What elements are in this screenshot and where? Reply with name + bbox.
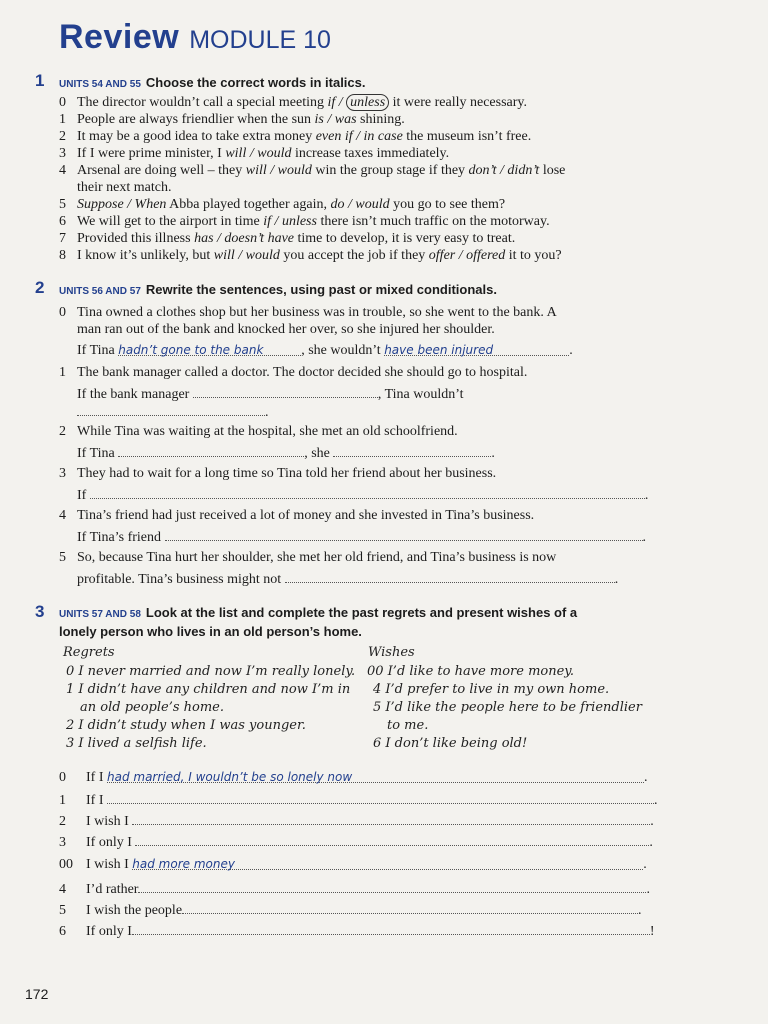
section-2-heading bbox=[59, 281, 497, 300]
answer-blank[interactable] bbox=[182, 900, 638, 914]
s1-item: 7 Provided this illness has / doesn’t have time to develop, it is very easy to treat. bbox=[59, 231, 516, 246]
wish-item: 4 I’d prefer to live in my own home. bbox=[373, 682, 610, 697]
s2-item-4: 4 Tina’s friend had just received a lot of money and she invested in Tina’s business. bbox=[59, 508, 535, 523]
section-1-number: 1 bbox=[35, 71, 45, 90]
answer-blank[interactable] bbox=[132, 811, 650, 825]
answer-blank[interactable] bbox=[333, 443, 491, 457]
s2-item-5: 5 So, because Tina hurt her shoulder, she met her old friend, and Tina’s business is now bbox=[59, 550, 557, 565]
title-main: Review bbox=[59, 18, 180, 56]
section-1-instruction: Choose the correct words in italics. bbox=[145, 75, 366, 90]
title-module: MODULE 10 bbox=[189, 26, 331, 54]
s2-item-2-answer: If Tina , she . bbox=[77, 443, 495, 462]
answer-blank: had married, I wouldn’t be so lonely now bbox=[107, 769, 644, 783]
circled-answer: unless bbox=[346, 94, 389, 111]
regret-item: an old people’s home. bbox=[80, 700, 224, 715]
answer-blank[interactable] bbox=[118, 443, 304, 457]
s2-item-5-answer: profitable. Tina’s business might not . bbox=[77, 569, 618, 588]
wish-item: 5 I’d like the people here to be friendlier bbox=[373, 700, 642, 715]
answer-blank[interactable] bbox=[193, 384, 378, 398]
s3-answer-row: 0 If I had married, I wouldn’t be so lonely now . bbox=[59, 770, 648, 785]
section-3-instruction-line2: lonely person who lives in an old person’s home. bbox=[59, 624, 362, 639]
s1-item: 8 I know it’s unlikely, but will / would you accept the job if they offer / offered it to you? bbox=[59, 248, 562, 263]
wishes-heading: Wishes bbox=[368, 645, 415, 660]
wish-item: 00 I’d like to have more money. bbox=[367, 664, 575, 679]
section-3-units: UNITS 57 AND 58 bbox=[59, 609, 141, 620]
s2-item-4-answer: If Tina’s friend . bbox=[77, 527, 646, 546]
s1-item: 0 The director wouldn’t call a special meeting if / unless it were really necessary. bbox=[59, 95, 528, 110]
answer-blank: had more money bbox=[132, 856, 643, 870]
s3-answer-row: 1 If I . bbox=[59, 790, 658, 809]
section-2-number: 2 bbox=[35, 278, 45, 297]
s2-item-0: 0 Tina owned a clothes shop but her business was in trouble, so she went to the bank. A bbox=[59, 305, 557, 320]
answer-blank[interactable] bbox=[90, 485, 645, 499]
s1-item: 5 Suppose / When Abba played together again, do / would you go to see them? bbox=[59, 197, 506, 212]
section-2-instruction: Rewrite the sentences, using past or mixed conditionals. bbox=[145, 282, 497, 297]
regret-item: 2 I didn’t study when I was younger. bbox=[66, 718, 306, 733]
s3-answer-row: 6 If only I ! bbox=[59, 921, 655, 940]
page-title bbox=[59, 18, 331, 57]
regret-item: 1 I didn’t have any children and now I’m in bbox=[66, 682, 351, 697]
s3-answer-row: 3 If only I . bbox=[59, 832, 653, 851]
answer-blank[interactable] bbox=[285, 569, 615, 583]
s2-item-2: 2 While Tina was waiting at the hospital, she met an old schoolfriend. bbox=[59, 424, 458, 439]
wish-item: 6 I don’t like being old! bbox=[373, 736, 528, 751]
s1-item: 2 It may be a good idea to take extra money even if / in case the museum isn’t free. bbox=[59, 129, 532, 144]
answer-blank[interactable] bbox=[107, 790, 654, 804]
s2-item-1-answer-line2: . bbox=[77, 402, 269, 421]
page-number: 172 bbox=[25, 986, 49, 1002]
s2-item-3-answer: If . bbox=[77, 485, 648, 504]
s1-item: 6 We will get to the airport in time if / unless there isn’t much traffic on the motorway. bbox=[59, 214, 550, 229]
answer-blank: hadn’t gone to the bank bbox=[118, 342, 301, 356]
answer-blank[interactable] bbox=[135, 832, 649, 846]
section-1-heading bbox=[59, 74, 366, 93]
answer-blank[interactable] bbox=[132, 921, 650, 935]
s2-item-1-answer: If the bank manager , Tina wouldn’t bbox=[77, 384, 464, 403]
section-3-heading bbox=[59, 604, 577, 640]
s2-item-0-answer: If Tina hadn’t gone to the bank , she wouldn’t have been injured . bbox=[77, 343, 573, 358]
s1-item: 1 People are always friendlier when the sun is / was shining. bbox=[59, 112, 405, 127]
s3-answer-row: 2 I wish I . bbox=[59, 811, 654, 830]
s1-item: their next match. bbox=[77, 180, 172, 195]
wish-item: to me. bbox=[387, 718, 429, 733]
regret-item: 0 I never married and now I’m really lonely. bbox=[66, 664, 356, 679]
s2-item-1: 1 The bank manager called a doctor. The doctor decided she should go to hospital. bbox=[59, 365, 528, 380]
s3-answer-row: 5 I wish the people . bbox=[59, 900, 642, 919]
answer-blank[interactable] bbox=[77, 402, 265, 416]
s1-item: 4 Arsenal are doing well – they will / would win the group stage if they don’t / didn’t lose bbox=[59, 163, 566, 178]
s2-item-0-line2: man ran out of the bank and knocked her over, so she injured her shoulder. bbox=[77, 322, 495, 337]
section-2-units: UNITS 56 AND 57 bbox=[59, 286, 141, 297]
s3-answer-row: 00 I wish I had more money . bbox=[59, 857, 647, 872]
section-1-units: UNITS 54 AND 55 bbox=[59, 79, 141, 90]
regret-item: 3 I lived a selfish life. bbox=[66, 736, 207, 751]
regrets-heading: Regrets bbox=[63, 645, 115, 660]
section-3-number: 3 bbox=[35, 602, 45, 621]
s2-item-3: 3 They had to wait for a long time so Tina told her friend about her business. bbox=[59, 466, 497, 481]
s3-answer-row: 4 I’d rather . bbox=[59, 879, 650, 898]
answer-blank[interactable] bbox=[138, 879, 646, 893]
answer-blank: have been injured bbox=[384, 342, 569, 356]
section-3-instruction: Look at the list and complete the past regrets and present wishes of a bbox=[145, 605, 578, 620]
section-1-items bbox=[59, 94, 565, 264]
s1-item: 3 If I were prime minister, I will / would increase taxes immediately. bbox=[59, 146, 450, 161]
answer-blank[interactable] bbox=[165, 527, 643, 541]
